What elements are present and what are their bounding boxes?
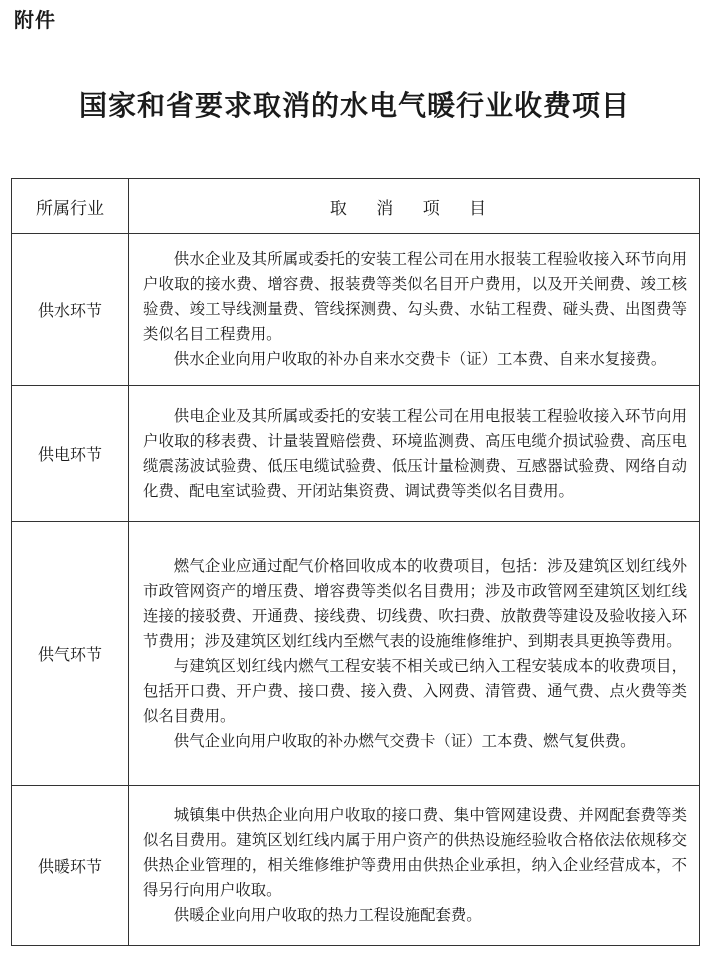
item-paragraph: 供水企业向用户收取的补办自来水交费卡（证）工本费、自来水复接费。: [173, 350, 667, 368]
item-paragraph: 城镇集中供热企业向用户收取的接口费、集中管网建设费、并网配套费等类似名目费用。建筑区划红线内属于用户资产的供热设施经验收合格依法依规移交供热企业管理的，相关维修维护等费用由供热企业承担，纳入企业经营成本，不得另行向用户收取。: [143, 806, 687, 899]
items-cell: [129, 386, 700, 522]
items-cell: [129, 522, 700, 786]
industry-cell: 供电环节: [12, 386, 129, 522]
industry-cell: 供暖环节: [12, 786, 129, 946]
industry-cell: 供水环节: [12, 234, 129, 386]
item-paragraph: 供暖企业向用户收取的热力工程设施配套费。: [173, 906, 482, 924]
item-paragraph: 燃气企业应通过配气价格回收成本的收费项目，包括：涉及建筑区划红线外市政管网资产的增压费、增容费等类似名目费用；涉及市政管网至建筑区划红线连接的接驳费、开通费、接线费、切线费、吹扫费、放散费等建设及验收接入环节费用；涉及建筑区划红线内至燃气表的设施维修维护、到期表具更换等费用。: [143, 556, 687, 650]
table-row: [12, 234, 700, 386]
fee-items-table: [11, 178, 700, 946]
table-row: [12, 786, 700, 946]
table-row: [12, 386, 700, 522]
item-paragraph: 与建筑区划红线内燃气工程安装不相关或已纳入工程安装成本的收费项目，包括开口费、开户费、接口费、接入费、入网费、清管费、通气费、点火费等类似名目费用。: [143, 656, 687, 725]
items-cell: [129, 234, 700, 386]
page-title: 国家和省要求取消的水电气暖行业收费项目: [78, 89, 630, 122]
table-header-row: [12, 179, 700, 234]
industry-cell: 供气环节: [12, 522, 129, 786]
item-paragraph: 供气企业向用户收取的补办燃气交费卡（证）工本费、燃气复供费。: [173, 731, 636, 750]
table-row: [12, 522, 700, 786]
attachment-label: 附件: [14, 8, 56, 32]
items-cell: [129, 786, 700, 946]
item-paragraph: 供水企业及其所属或委托的安装工程公司在用水报装工程验收接入环节向用户收取的接水费、增容费、报装费等类似名目开户费用，以及开关闸费、竣工核验费、竣工导线测量费、管线探测费、勾头费、水钻工程费、碰头费、出图费等类似名目工程费用。: [143, 250, 687, 343]
header-cancelled-items: 取 消 项 目: [129, 179, 700, 234]
header-industry: 所属行业: [12, 179, 129, 234]
item-paragraph: 供电企业及其所属或委托的安装工程公司在用电报装工程验收接入环节向用户收取的移表费、计量装置赔偿费、环境监测费、高压电缆介损试验费、高压电缆震荡波试验费、低压电缆试验费、低压计量检测费、互感器试验费、网络自动化费、配电室试验费、开闭站集资费、调试费等类似名目费用。: [143, 406, 687, 500]
